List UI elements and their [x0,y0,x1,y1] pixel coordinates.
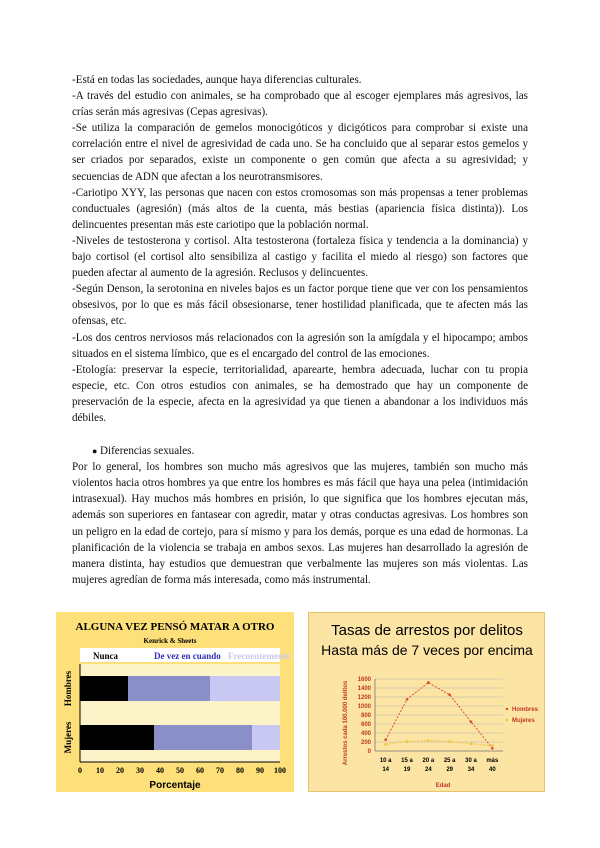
x-tick-label: 50 [176,766,184,775]
x-tick-label: 34 [467,767,475,773]
bullet-icon: ● [92,446,98,457]
x-tick-label: 29 [446,767,454,773]
plot-area [63,664,286,775]
category-label-hombres: Hombres [63,670,73,707]
plot-area [358,677,503,773]
x-tick-label: más [486,758,499,764]
paragraph-brain-centers: -Los dos centros nerviosos más relacionados con la agresión son la amígdala y el hipocampo; ambos situados en el sistema límbico, que es el encargado del control de las emociones. [72,331,528,360]
paragraph-xyy: -Cariotipo XYY, las personas que nacen con estos cromosomas son más propensas a tener problemas conductuales (agresión) (más altos de la cuenta, más bestias (apariencia física distinta)). Los delincuentes presentan más este cariotipo que la población normal. [72,186,528,231]
category-label-mujeres: Mujeres [63,721,73,754]
bullet-item [72,443,528,459]
paragraph-animal-studies: -A través del estudio con animales, se ha comprobado que al escoger ejemplares más agresivos, las crías serán más agresivas (Cepas agresivas). [72,90,528,119]
x-tick-label: 30 a [465,758,477,764]
chart-subtitle: Kenrick & Sheets [143,637,197,645]
x-tick-label: 14 [382,767,390,773]
data-point-hombres [384,738,387,741]
x-tick-label: 10 [96,766,104,775]
x-axis-label: Edad [435,783,451,789]
x-tick-label: 25 a [443,758,456,764]
y-tick-label: 400 [360,731,371,737]
data-point-mujeres [448,740,451,743]
data-point-hombres [491,747,494,750]
data-point-mujeres [491,744,494,747]
y-tick-label: 1400 [357,686,371,692]
paragraph-culture: -Está en todas las sociedades, aunque haya diferencias culturales. [72,74,362,86]
x-tick-label: 20 a [422,758,435,764]
chart-killing-thoughts [56,612,294,792]
data-point-mujeres [384,743,387,746]
document-body [72,72,528,588]
series-line-hombres [386,683,493,749]
legend-nunca: Nunca [93,651,119,661]
y-tick-label: 1000 [357,704,371,710]
x-tick-label: 40 [488,767,496,773]
y-tick-label: 600 [360,722,371,728]
series-line-mujeres [386,741,493,746]
paragraph-sex-differences: Por lo general, los hombres son mucho más agresivos que las mujeres, también son mucho más violentos hacia otros hombres ya que entre los hombres es más fácil que haya una pelea (intimidación intrasexual). Hay muchos más hombres en prisión, lo que significa que los hombres ejecutan más, además son superiores en fantasear con agredir, matar y otras conductas agresivas. Los hombres son un peligro en la edad de cortejo, para sí mismo y para los demás, porque es una edad de hormonas. La planificación de la violencia se trabaja en ambos sexos. Las mujeres han desarrollado la agresión de manera distinta, hay estudios que demuestran que verbalmente las mujeres son más violentas. Las mujeres agredían de forma más interesada, como más instrumental. [72,461,528,586]
x-tick-label: 70 [216,766,224,775]
x-axis-label: Porcentaje [149,780,201,791]
bar-nunca-hombres [80,676,128,701]
chart-title: ALGUNA VEZ PENSÓ MATAR A OTRO [75,621,275,633]
y-tick-label: 1200 [357,695,371,701]
y-tick-label: 800 [360,713,371,719]
x-tick-label: 19 [403,767,411,773]
x-tick-label: 10 a [379,758,392,764]
bar-frecuentemente-hombres [210,676,280,701]
bullet-label: Diferencias sexuales. [100,445,195,458]
bar-de-vez-en-cuando-hombres [128,676,210,701]
paragraph-hormones: -Niveles de testosterona y cortisol. Alta testosterona (fortaleza física y tendencia a la dominancia) y bajo cortisol (el cortisol alto sensibiliza al castigo y facilita el miedo al riesgo) son factores que pueden afectar al aumento de la agresión. Reclusos y delincuentes. [72,234,528,280]
y-axis-label: Arrestos cada 100.000 delitos [343,680,349,766]
x-tick-label: 15 a [401,758,413,764]
x-tick-label: 24 [424,767,432,773]
x-tick-label: 40 [156,766,164,775]
legend-mujeres: Mujeres [512,718,535,724]
figure-killing-thoughts [56,612,294,792]
x-tick-label: 80 [236,766,244,775]
x-tick-label: 0 [78,766,82,775]
paragraph-ethology: -Etología: preservar la especie, territorialidad, aparearte, hembra adecuada, luchar con tu propia especie, etc. Con otros estudios con animales, se ha demostrado que hay un componente de preservación de la especie, afecta en la agresividad ya que tienen a abandonar a los individuos más débiles. [72,363,528,424]
bar-frecuentemente-mujeres [252,725,280,750]
data-point-mujeres [470,743,473,746]
y-tick-label: 1600 [357,677,371,683]
chart-title: Tasas de arrestos por delitos [331,622,523,639]
data-point-mujeres [427,739,430,742]
legend-hombres: Hombres [512,707,539,713]
chart-subtitle: Hasta más de 7 veces por encima [321,642,533,658]
x-tick-label: 90 [256,766,264,775]
y-tick-label: 0 [367,749,371,755]
figure-arrest-rates [308,612,545,792]
bar-nunca-mujeres [80,725,154,750]
x-tick-label: 20 [116,766,124,775]
data-point-hombres [406,698,409,701]
bar-de-vez-en-cuando-mujeres [154,725,252,750]
x-tick-label: 100 [274,766,286,775]
data-point-mujeres [406,740,409,743]
data-point-hombres [427,681,430,684]
y-tick-label: 200 [360,740,371,746]
legend-frecuentemente: Frecuentemente [228,651,290,661]
x-tick-label: 30 [136,766,144,775]
legend-de-vez: De vez en cuando [154,651,221,661]
paragraph-twins: -Se utiliza la comparación de gemelos monocigóticos y dicigóticos para comprobar si existe una correlación entre el nivel de agresividad de cada uno. Se ha concluido que al separar estos gemelos y ser criados por separados, existe un componente o gen común que afecta a su agresividad; y secuencias de ADN que afectan a los neurotransmisores. [72,122,528,183]
x-tick-label: 60 [196,766,204,775]
paragraph-serotonin: -Según Denson, la serotonina en niveles bajos es un factor porque tiene que ver con los pensamientos obsesivos, por lo que es más fácil obsesionarse, tener hostilidad planificada, que te afecten más las ofensas, etc. [72,283,528,328]
legend-mujeres-marker [506,719,508,721]
chart-arrest-rates [309,613,545,792]
legend-hombres-marker [506,708,508,710]
data-point-hombres [470,720,473,723]
data-point-hombres [448,693,451,696]
